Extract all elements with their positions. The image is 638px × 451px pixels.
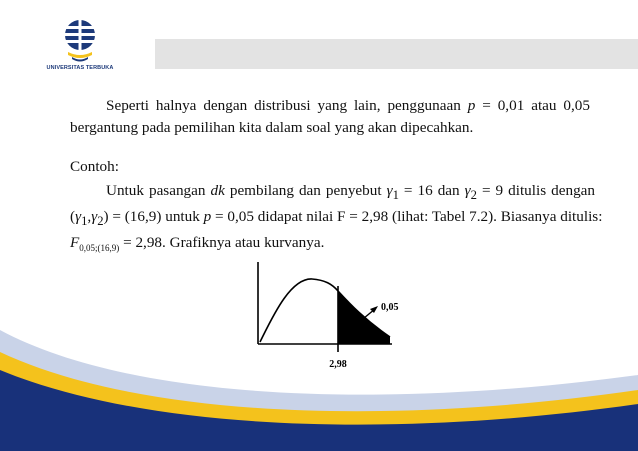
globe-icon <box>62 18 98 64</box>
example-line-3: $F_{0,05;(16,9)} = 2,98$. Grafiknya atau kurvanya. <box>70 234 325 254</box>
university-logo <box>44 18 116 80</box>
header-bar <box>155 39 638 69</box>
footer-swoosh <box>0 330 638 451</box>
paragraph-1 <box>70 95 590 139</box>
example-line-2: $(\gamma_1,\gamma_2) = (16,9)$ untuk p = 0,05 didapat nilai F = 2,98 (lihat: Tabel 7.2). Biasanya ditulis: <box>70 208 603 229</box>
area-label: 0,05 <box>381 302 399 313</box>
critical-value-label: 2,98 <box>329 359 347 370</box>
example-heading: Contoh: <box>70 158 119 175</box>
example-paragraph <box>70 180 603 259</box>
paragraph-1-line-1: Seperti halnya dengan distribusi yang lain, penggunaan p = 0,01 atau 0,05 <box>106 97 590 114</box>
example-line-1: Untuk pasangan dk pembilang dan penyebut $\gamma_1 = 16$ dan $\gamma_2 = 9$ ditulis dengan <box>106 182 595 203</box>
logo-text: UNIVERSITAS TERBUKA <box>46 65 114 71</box>
paragraph-1-line-2: bergantung pada pemilihan kita dalam soal yang akan dipecahkan. <box>70 119 474 136</box>
